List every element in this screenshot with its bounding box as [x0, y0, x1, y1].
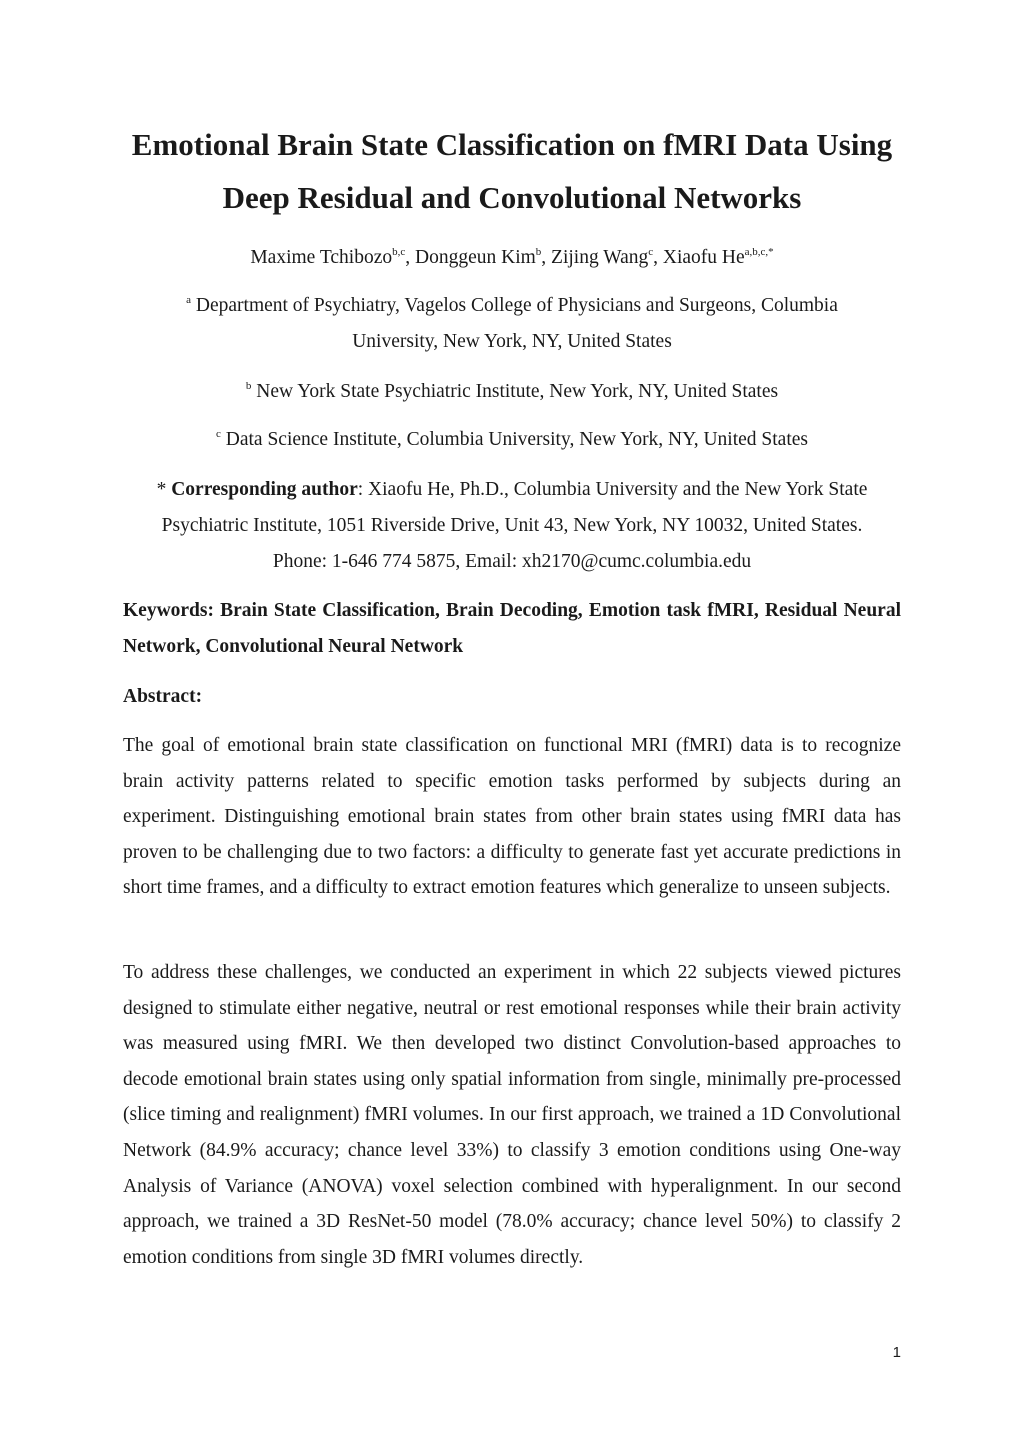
abstract-heading: Abstract: [123, 686, 203, 707]
abstract-paragraph-2: To address these challenges, we conducted an experiment in which 22 subjects viewed pictures designed to stimulate either negative, neutral or rest emotional responses while their brain activity was measured using fMRI. We then developed two distinct Convolution-based approaches to decode emotional brain states using only spatial information from single, minimally pre-processed (slice timing and realignment) fMRI volumes. In our first approach, we trained a 1D Convolutional Network (84.9% accuracy; chance level 33%) to classify 3 emotion conditions using One-way Analysis of Variance (ANOVA) voxel selection combined with hyperalignment. In our second approach, we trained a 3D ResNet-50 model (78.0% accuracy; chance level 50%) to classify 2 emotion conditions from single 3D fMRI volumes directly. [123, 962, 901, 1268]
author-separator: , [405, 247, 416, 268]
author-name: Zijing Wang [551, 247, 649, 268]
corresponding-line-1 [100, 472, 924, 508]
author-affiliation-mark: a,b,c,* [744, 246, 774, 258]
affiliation-c [100, 422, 924, 458]
corresponding-star: * [156, 479, 167, 500]
author-name: Donggeun Kim [415, 247, 536, 268]
corresponding-label: Corresponding author [171, 479, 358, 500]
author-separator: , [541, 247, 552, 268]
affiliation-a-line-2: University, New York, NY, United States [352, 331, 672, 352]
corresponding-line-2: Psychiatric Institute, 1051 Riverside Drive, Unit 43, New York, NY 10032, United States. [161, 515, 863, 536]
title-line-2: Deep Residual and Convolutional Networks [222, 180, 802, 215]
author-separator: , [653, 247, 663, 268]
author-affiliation-mark: b [535, 246, 542, 258]
keywords: Keywords: Brain State Classification, Brain Decoding, Emotion task fMRI, Residual Neural Network, Convolutional Neural Network [123, 600, 901, 657]
corresponding-line-1-rest: : Xiaofu He, Ph.D., Columbia University and the New York State [357, 479, 868, 500]
title-line-1: Emotional Brain State Classification on fMRI Data Using [131, 127, 893, 162]
affiliation-a-line-1 [100, 288, 924, 324]
affiliation-a-text-1: Department of Psychiatry, Vagelos College of Physicians and Surgeons, Columbia [195, 295, 838, 316]
affiliation-a [100, 288, 924, 360]
corresponding-line-3: Phone: 1-646 774 5875, Email: xh2170@cumc.columbia.edu [272, 551, 752, 572]
abstract-paragraph-1: The goal of emotional brain state classification on functional MRI (fMRI) data is to recognize brain activity patterns related to specific emotion tasks performed by subjects during an experiment. Distinguishing emotional brain states from other brain states using fMRI data has proven to be challenging due to two factors: a difficulty to generate fast yet accurate predictions in short time frames, and a difficulty to extract emotion features which generalize to unseen subjects. [123, 735, 901, 899]
affiliation-mark: c [216, 428, 221, 440]
affiliation-mark: b [245, 380, 252, 392]
affiliation-b-text: New York State Psychiatric Institute, New York, NY, United States [256, 381, 779, 402]
author-affiliation-mark: c [648, 246, 654, 258]
author-name: Maxime Tchibozo [250, 247, 393, 268]
author-list [100, 240, 924, 276]
affiliation-mark: a [186, 294, 192, 306]
author-name: Xiaofu He [662, 247, 745, 268]
affiliation-b [100, 374, 924, 410]
author-affiliation-mark: b,c [392, 246, 406, 258]
corresponding-author-note [100, 472, 924, 580]
paper-title [100, 118, 924, 224]
page-number: 1 [892, 1344, 901, 1361]
affiliation-c-text: Data Science Institute, Columbia University, New York, NY, United States [225, 429, 808, 450]
